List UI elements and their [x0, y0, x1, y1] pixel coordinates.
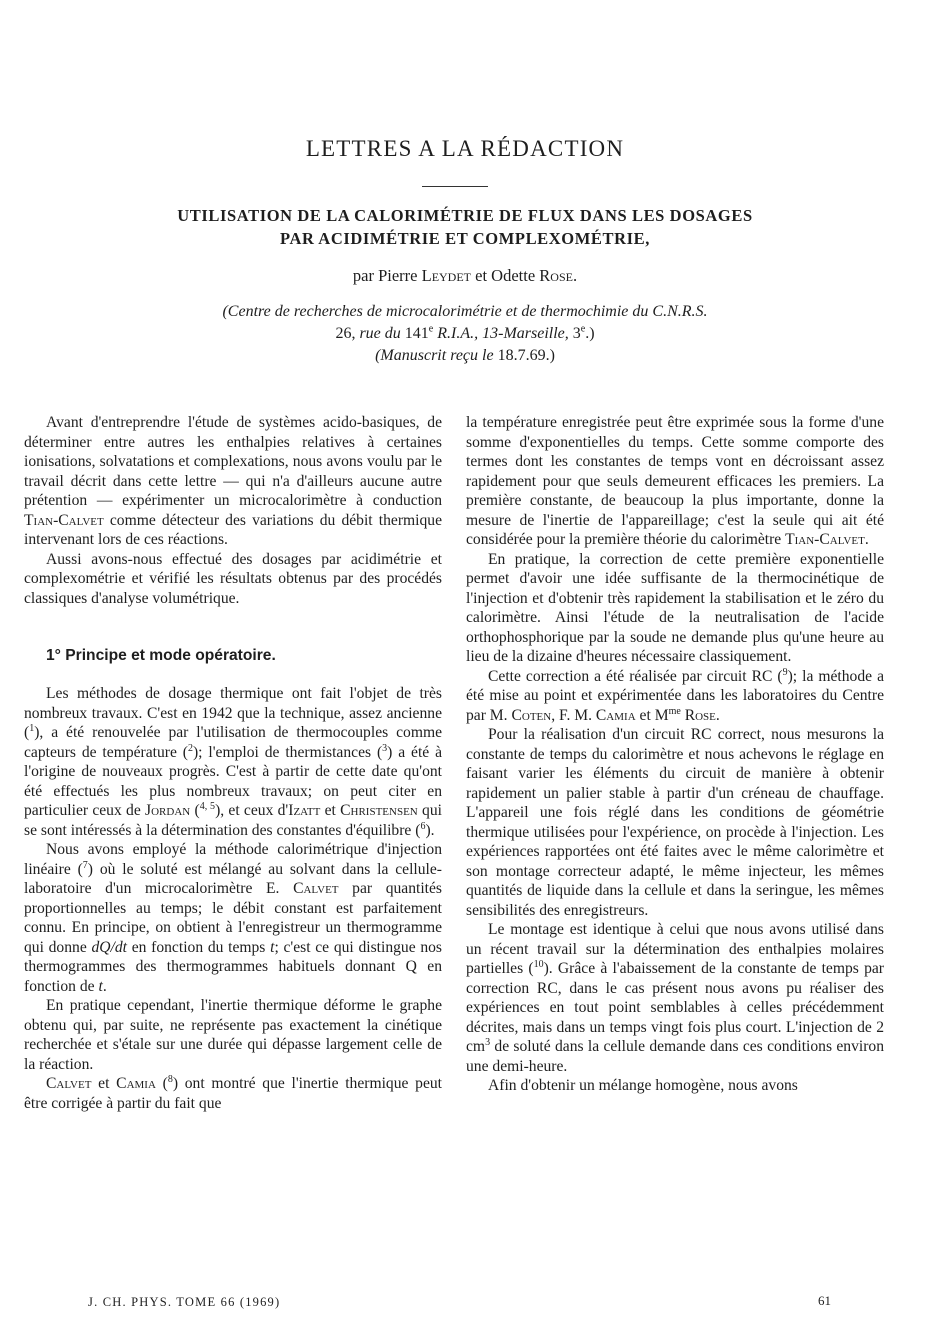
section-heading: LETTRES A LA RÉDACTION — [305, 136, 625, 161]
page-number: 61 — [818, 1293, 831, 1308]
title-line-1: UTILISATION DE LA CALORIMÉTRIE DE FLUX DANS LES DOSAGES — [177, 206, 753, 225]
paragraph: Afin d'obtenir un mélange homogène, nous avons — [488, 1077, 798, 1094]
arrondissement: 3 — [572, 325, 581, 342]
article-title — [0, 204, 930, 250]
author-suffix: . — [572, 266, 578, 285]
author-2: Rose — [539, 266, 573, 285]
affiliation-close: .) — [585, 325, 595, 342]
paragraph: la température enregistrée peut être exprimée sous la forme d'une somme d'exponentielles du temps. Cette somme comporte des termes dont les constantes de temps vont en décroissant assez rapidement pour que seuls demeurent efficaces les premiers. La première constante, de beaucoup la plus importante, donne la mesure de l'inertie de l'appareillage; c'est la seule qui ait été considérée pour la première théorie du calorimètre Tian-Calvet. — [466, 414, 884, 548]
street-number: 26, — [335, 325, 356, 342]
section-title: 1° Principe et mode opératoire. — [46, 647, 276, 664]
paragraph: En pratique cependant, l'inertie thermique déforme le graphe obtenu qui, par suite, ne représente pas exactement la cinétique recherchée et s'étale sur une durée qui dépasse largement celle de la réaction. — [24, 997, 442, 1073]
affiliation-line-2 — [0, 323, 930, 345]
affiliation-line-1: (Centre de recherches de microcalorimétrie et de thermochimie du C.N.R.S. — [222, 303, 708, 320]
paragraph: Calvet et Camia ($^8$) ont montré que l'inertie thermique peut être corrigée à partir du fait que — [24, 1073, 443, 1112]
regiment-sup: e — [428, 323, 434, 335]
author-conj: et Odette — [475, 266, 536, 285]
city: R.I.A., 13-Marseille, — [437, 325, 569, 342]
affiliation — [0, 301, 930, 367]
paragraph: Aussi avons-nous effectué des dosages par acidimétrie et complexométrie et vérifié les résultats obtenus par des procédés classiques d'analyse volumétrique. — [24, 550, 442, 607]
author-line — [0, 266, 930, 286]
title-line-2: PAR ACIDIMÉTRIE ET COMPLEXOMÉTRIE, — [280, 229, 650, 248]
paragraph: Cette correction a été réalisée par circuit RC ($^9$); la méthode a été mise au point et expérimentée dans les laboratoires du Centre par M. Coten, F. M. Camia et $M^{me}$ Rose. — [466, 666, 884, 724]
author-1: Leydet — [421, 266, 472, 285]
street-name: rue du — [359, 325, 401, 342]
author-prefix: par Pierre — [352, 266, 418, 285]
paragraph: En pratique, la correction de cette première exponentielle permet d'avoir une idée suffisante de la thermocinétique de l'injection et d'obtenir très rapidement la stabilisation et le zéro du calorimètre. Ainsi l'étude de la neutralisation de l'acide orthophosphorique par la soude ne demande plus qu'une heure au lieu de la dizaine d'heures nécessaire classiquement. — [466, 550, 884, 665]
affiliation-line-3 — [0, 345, 930, 367]
paragraph: Le montage est identique à celui que nous avons utilisé dans un récent travail sur la détermination des enthalpies molaires partielles ($^{10}$). Grâce à l'abaissement de la constante de temps par correction RC, dans le cas présent nous avons pu réaliser des expériences en tout point semblables à celles précédemment décrites, mais dans un temps vingt fois plus court. L'injection de 2 $cm^3$ de soluté dans la cellule demande dans ces conditions environ une demi-heure. — [466, 921, 884, 1075]
right-column — [466, 413, 884, 1096]
heading-rule — [422, 186, 488, 187]
regiment-number: 141 — [404, 325, 429, 342]
paragraph: Nous avons employé la méthode calorimétrique d'injection linéaire ($^7$) où le soluté est mélangé au solvant dans la cellule-laboratoire d'un microcalorimètre E. Calvet par quantités proportionnelles au temps; le débit constant est parfaitement connu. En principe, on obtient à l'enregistreur un thermogramme qui donne dQ/dt en fonction du temps t; c'est ce qui distingue nos thermogrammes des thermogrammes habituels donnant Q en fonction de t. — [24, 841, 442, 995]
received-label: (Manuscrit reçu le — [375, 347, 494, 364]
paragraph: Avant d'entreprendre l'étude de systèmes acido-basiques, de déterminer entre autres les enthalpies relatives à certaines ionisations, solvatations et complexations, nous avons voulu par le travail décrit dans cette lettre — qui n'a d'ailleurs aucune autre prétention — expérimenter un microcalorimètre à conduction Tian-Calvet comme détecteur des variations du débit thermique intervenant lors de ces réactions. — [24, 414, 442, 548]
journal-reference: J. CH. PHYS. TOME 66 (1969) — [88, 1295, 281, 1309]
arrondissement-sup: e — [580, 323, 586, 335]
received-date: 18.7.69.) — [497, 347, 555, 364]
paragraph: Les méthodes de dosage thermique ont fait l'objet de très nombreux travaux. C'est en 1942 que la technique, assez ancienne ($^1$), a été renouvelée par l'utilisation de thermocouples comme capteurs de température ($^2$); l'emploi de thermistances ($^3$) a été à l'origine de nouveaux progrès. C'est à partir de cette date qu'ont été effectués les plus nombreux travaux; on peut citer en particulier ceux de Jordan ($^{4, 5}$), et ceux d'Izatt et Christensen qui se sont intéressés à la détermination des constantes d'équilibre ($^6$). — [24, 685, 442, 839]
paragraph: Pour la réalisation d'un circuit RC correct, nous mesurons la constante de temps du calorimètre et nous achevons le réglage en faisant varier les éléments du circuit de manière à obtenir rapidement un palier stable à partir d'un créneau de chauffage. L'appareil une fois réglé dans les conditions de géométrie thermique utilisées pour l'expérience, on procède à l'injection. Les expériences rapportées ont été faites avec le même calorimètre et son montage correcteur adapté, le même injecteur, les mêmes quantités de liquide dans la cellule et dans la seringue, les mêmes sensibilités des enregistreurs. — [466, 726, 884, 919]
left-column — [24, 413, 442, 1113]
